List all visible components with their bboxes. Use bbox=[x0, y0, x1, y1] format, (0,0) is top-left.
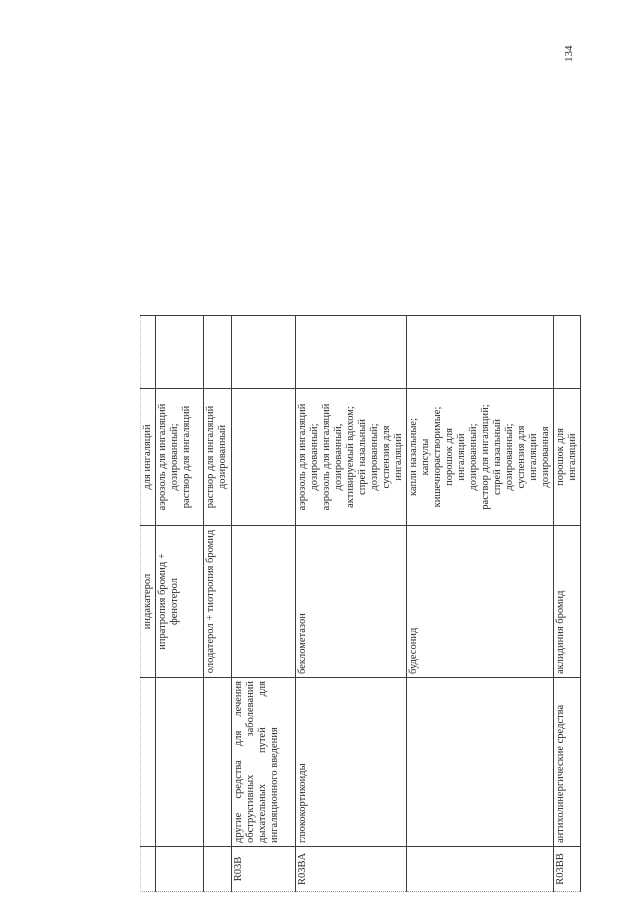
group-cell: антихолинергические средства bbox=[554, 678, 581, 847]
drug-table bbox=[140, 315, 581, 892]
dosage-form-line: аэрозоль для ингаляций bbox=[321, 403, 332, 511]
dosage-form-line: суспензия для bbox=[381, 425, 392, 489]
empty-cell bbox=[232, 316, 296, 389]
dosage-form-cell bbox=[232, 389, 296, 526]
dosage-form-line: капли назальные; bbox=[408, 417, 419, 497]
dosage-form-line: раствор для ингаляций bbox=[181, 405, 192, 509]
group-cell bbox=[141, 678, 156, 847]
dosage-form-line: кишечнорастворимые; bbox=[432, 406, 443, 508]
atc-code-cell bbox=[156, 847, 204, 892]
drug-cell: ипратропия бромид + фенотерол bbox=[156, 526, 204, 678]
empty-cell bbox=[296, 316, 407, 389]
atc-code-cell bbox=[407, 847, 554, 892]
dosage-form-line: дозированная bbox=[540, 426, 551, 488]
dosage-form-line: раствор для ингаляций bbox=[205, 405, 216, 509]
group-cell bbox=[204, 678, 232, 847]
drug-cell: индакатерол bbox=[141, 526, 156, 678]
dosage-form-cell bbox=[554, 389, 581, 526]
group-cell bbox=[156, 678, 204, 847]
dosage-form-line: дозированный; bbox=[309, 423, 320, 491]
dosage-form-line: порошок для bbox=[555, 428, 566, 486]
group-cell: глюкокортикоиды bbox=[296, 678, 407, 847]
dosage-form-line: раствор для ингаляций; bbox=[480, 404, 491, 510]
empty-cell bbox=[204, 316, 232, 389]
table-row bbox=[554, 316, 581, 892]
dosage-form-line: дозированный bbox=[217, 424, 228, 490]
atc-code-cell bbox=[141, 847, 156, 892]
table-row bbox=[232, 316, 296, 892]
dosage-form-cell bbox=[204, 389, 232, 526]
dosage-form-line: аэрозоль для ингаляций bbox=[157, 403, 168, 511]
dosage-form-line: аэрозоль для ингаляций bbox=[297, 403, 308, 511]
dosage-form-line: спрей назальный bbox=[357, 419, 368, 495]
dosage-form-line: дозированный; bbox=[369, 423, 380, 491]
dosage-form-line: дозированный; bbox=[468, 423, 479, 491]
drug-cell: беклометазон bbox=[296, 526, 407, 678]
drug-cell: будесонид bbox=[407, 526, 554, 678]
empty-cell bbox=[554, 316, 581, 389]
atc-code-cell bbox=[204, 847, 232, 892]
dosage-form-line: суспензия для bbox=[516, 425, 527, 489]
dosage-form-line: дозированный; bbox=[504, 423, 515, 491]
dosage-form-line: дозированный, bbox=[333, 423, 344, 491]
table-row bbox=[204, 316, 232, 892]
group-cell: другие средства для лечения обструктивных заболеваний дыхательных путей для ингаляционного введения bbox=[232, 678, 296, 847]
empty-cell bbox=[156, 316, 204, 389]
dosage-form-line: капсулы bbox=[420, 438, 431, 476]
drug-cell: аклидиния бромид bbox=[554, 526, 581, 678]
dosage-form-line: порошок для bbox=[444, 428, 455, 486]
table-row bbox=[407, 316, 554, 892]
dosage-form-cell bbox=[296, 389, 407, 526]
dosage-form-line: ингаляций bbox=[528, 433, 539, 481]
table-row bbox=[296, 316, 407, 892]
drug-table-frame bbox=[140, 316, 578, 892]
atc-code-cell: R03BA bbox=[296, 847, 407, 892]
table-row bbox=[156, 316, 204, 892]
atc-code-cell: R03B bbox=[232, 847, 296, 892]
empty-cell bbox=[407, 316, 554, 389]
page-number: 134 bbox=[563, 45, 575, 62]
dosage-form-line: ингаляций bbox=[567, 433, 578, 481]
dosage-form-line: спрей назальный bbox=[492, 419, 503, 495]
table-row bbox=[141, 316, 156, 892]
empty-cell bbox=[141, 316, 156, 389]
dosage-form-line: ингаляций bbox=[393, 433, 404, 481]
atc-code-cell: R03BB bbox=[554, 847, 581, 892]
dosage-form-line: активируемый вдохом; bbox=[345, 406, 356, 508]
dosage-form-cell bbox=[141, 389, 156, 526]
dosage-form-line: дозированный; bbox=[169, 423, 180, 491]
dosage-form-cell bbox=[407, 389, 554, 526]
dosage-form-cell bbox=[156, 389, 204, 526]
group-cell bbox=[407, 678, 554, 847]
drug-cell bbox=[232, 526, 296, 678]
dosage-form-line: ингаляций bbox=[456, 433, 467, 481]
drug-cell: олодатерол + тиотропия бромид bbox=[204, 526, 232, 678]
dosage-form-line: для ингаляций bbox=[142, 424, 153, 490]
